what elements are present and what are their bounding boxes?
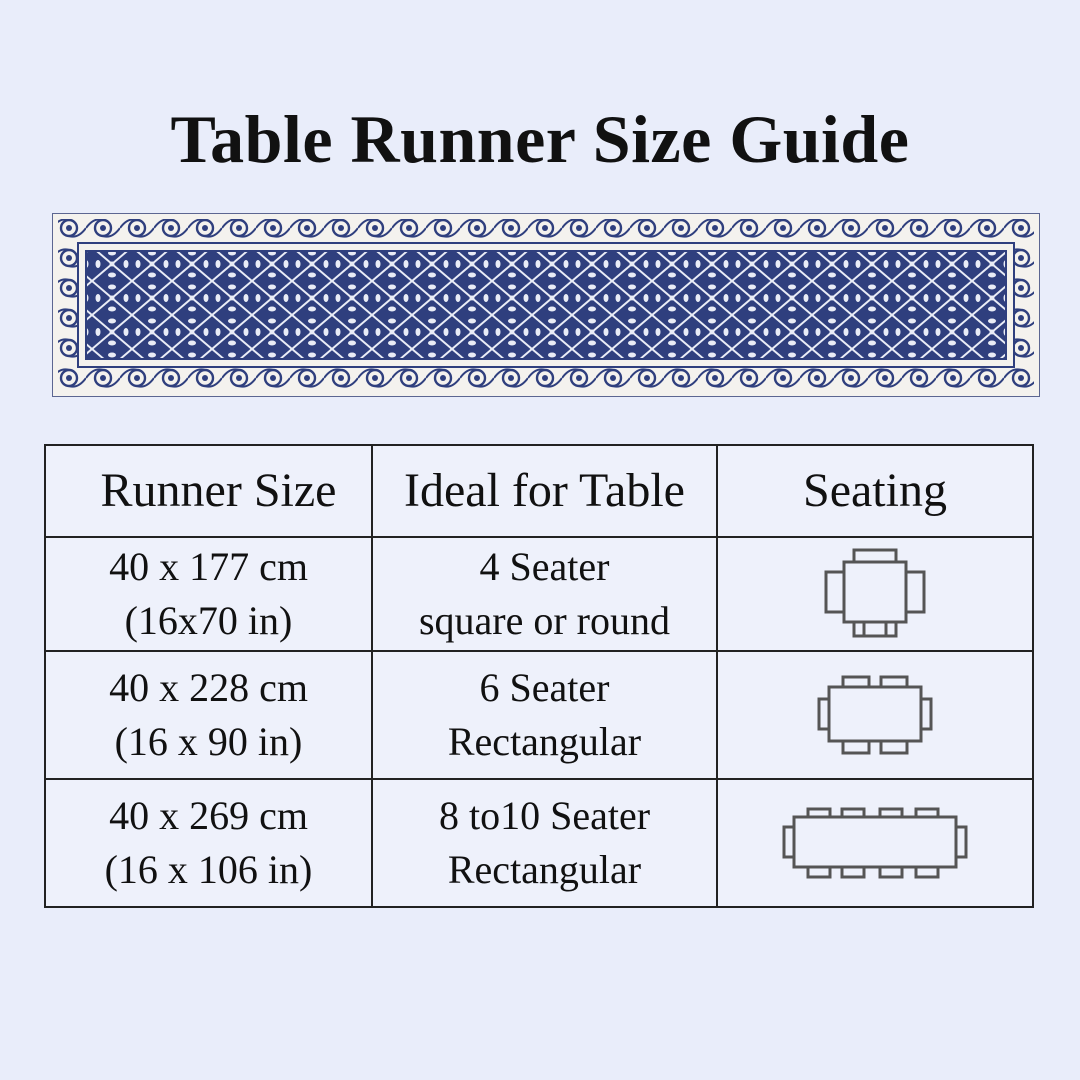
- table-type-line1: 4 Seater: [479, 544, 610, 589]
- table-row-1-table: [373, 538, 716, 650]
- header-seating: Seating: [803, 464, 947, 517]
- six-seat-rectangular-table-icon: [718, 652, 1032, 778]
- size-cm: 40 x 177 cm: [109, 544, 308, 589]
- table-type-line2: Rectangular: [447, 847, 642, 892]
- table-row-3-size: [46, 780, 371, 906]
- size-in: (16 x 106 in): [104, 847, 313, 892]
- size-in: (16x70 in): [124, 598, 293, 643]
- table-row-2-size: [46, 652, 371, 778]
- table-row-1-size: [46, 538, 371, 650]
- table-type-line1: 8 to10 Seater: [438, 793, 651, 838]
- table-type-line2: square or round: [418, 598, 671, 643]
- size-cm: 40 x 269 cm: [109, 793, 308, 838]
- table-type-line2: Rectangular: [447, 719, 642, 764]
- four-seat-square-table-icon: [718, 538, 1032, 650]
- header-ideal-for-table: Ideal for Table: [404, 464, 685, 517]
- header-runner-size: Runner Size: [100, 464, 337, 517]
- ten-seat-rectangular-table-icon: [718, 780, 1032, 906]
- size-cm: 40 x 228 cm: [109, 665, 308, 710]
- table-runner-image: [52, 213, 1040, 397]
- table-row-3-table: [373, 780, 716, 906]
- page-title: Table Runner Size Guide: [170, 101, 910, 177]
- table-row-2-table: [373, 652, 716, 778]
- size-in: (16 x 90 in): [114, 719, 303, 764]
- size-guide-table: [44, 444, 1034, 908]
- table-type-line1: 6 Seater: [479, 665, 610, 710]
